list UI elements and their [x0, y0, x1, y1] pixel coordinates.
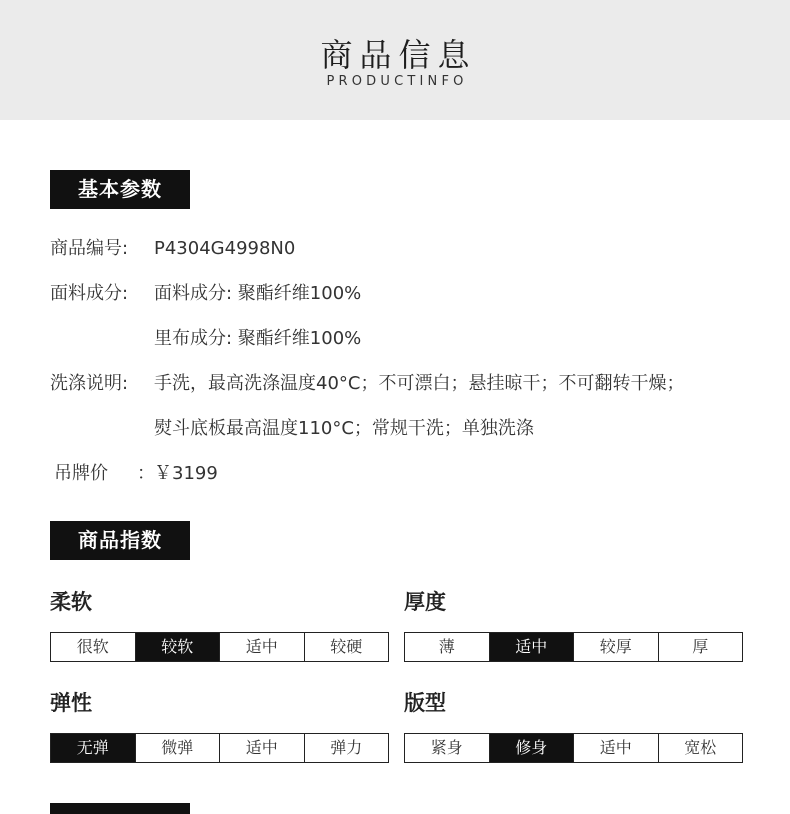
- section-label-next: [50, 803, 190, 814]
- wash-value-line2: 熨斗底板最高温度110°C；常规干洗；单独洗涤: [154, 418, 534, 439]
- fabric-value: 面料成分: 聚酯纤维100%: [154, 283, 362, 304]
- elasticity-option: 无弹: [51, 734, 135, 762]
- elasticity-option: 适中: [219, 734, 304, 762]
- price-value: ￥3199: [154, 463, 218, 484]
- softness-scale: [50, 632, 389, 662]
- thickness-title: 厚度: [404, 590, 446, 614]
- page-header: [0, 0, 790, 120]
- softness-option: 较硬: [304, 633, 389, 661]
- fit-scale: [404, 733, 743, 763]
- fabric-label: 面料成分:: [50, 283, 129, 304]
- elasticity-title: 弹性: [50, 691, 92, 715]
- page-subtitle: PRODUCTINFO: [326, 74, 468, 89]
- thickness-option: 厚: [658, 633, 743, 661]
- wash-row: [50, 371, 750, 397]
- product-no-label: 商品编号:: [50, 238, 129, 259]
- elasticity-option: 微弹: [135, 734, 220, 762]
- lining-value: 里布成分: 聚酯纤维100%: [154, 328, 362, 349]
- product-no-row: [50, 236, 750, 262]
- thickness-scale: [404, 632, 743, 662]
- fit-option: 紧身: [430, 738, 463, 757]
- section-label-basic: 基本参数: [50, 170, 190, 209]
- elasticity-scale: [50, 733, 389, 763]
- thickness-option: 适中: [489, 633, 574, 661]
- product-no-value: P4304G4998N0: [154, 238, 296, 259]
- fit-option: 宽松: [658, 734, 743, 762]
- softness-option: 较软: [135, 633, 220, 661]
- section-label-index: 商品指数: [50, 521, 190, 560]
- softness-option: 很软: [76, 637, 109, 656]
- wash-value-line1: 手洗，最高洗涤温度40°C；不可漂白；悬挂晾干；不可翻转干燥；: [154, 373, 685, 394]
- lining-row: [50, 326, 750, 352]
- fit-title: 版型: [404, 691, 446, 715]
- price-label: 吊牌价: [54, 463, 108, 484]
- fit-option: 修身: [489, 734, 574, 762]
- wash-label: 洗涤说明:: [50, 373, 129, 394]
- page-title: 商品信息: [320, 36, 477, 74]
- thickness-option: 较厚: [573, 633, 658, 661]
- price-colon: ：: [137, 463, 155, 484]
- wash-row-2: [50, 416, 750, 442]
- fabric-row: [50, 281, 750, 307]
- softness-title: 柔软: [50, 590, 92, 614]
- price-row: [50, 461, 750, 487]
- softness-option: 适中: [219, 633, 304, 661]
- fit-option: 适中: [573, 734, 658, 762]
- thickness-option: 薄: [438, 637, 455, 656]
- elasticity-option: 弹力: [304, 734, 389, 762]
